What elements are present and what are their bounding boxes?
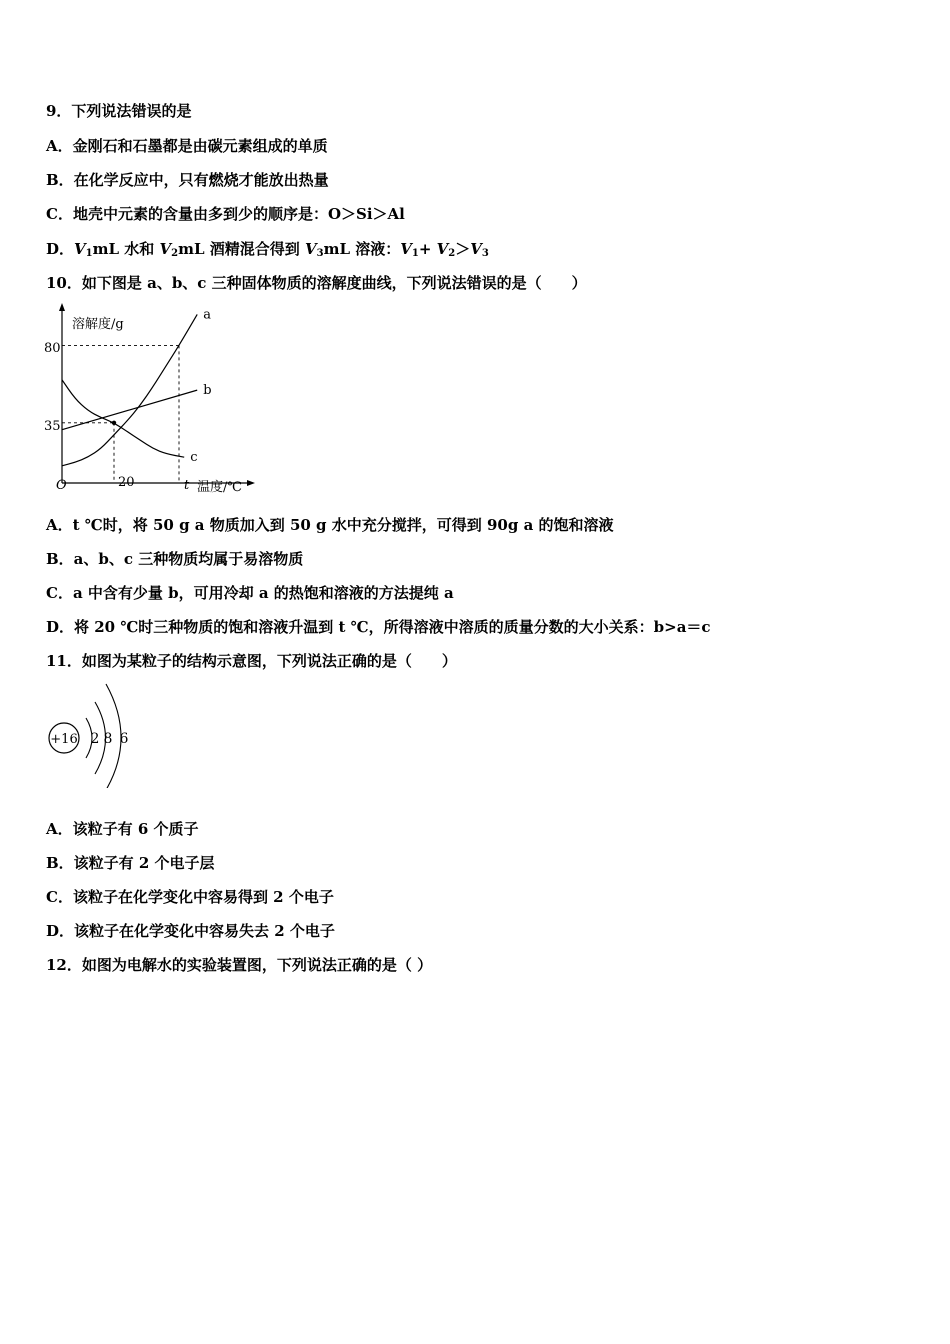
q9-option-a: A．金刚石和石墨都是由碳元素组成的单质 [46,137,328,155]
q9-option-b: B．在化学反应中，只有燃烧才能放出热量 [46,171,329,189]
q9-d-text5: ＞ [455,240,471,258]
q9-d-sub4: 1 [411,248,419,259]
q9-option-d [46,239,489,264]
q9-d-sub3: 3 [316,248,324,259]
curve-label-c: c [190,450,198,466]
curve-a [62,314,197,465]
curve-b [62,390,197,430]
q9-d-v4: V [400,240,412,258]
origin-label: O [56,478,67,493]
q9-option-c: C．地壳中元素的含量由多到少的顺序是：O＞Si＞Al [46,205,405,223]
q9-d-sub2: 2 [171,248,179,259]
curve-c [62,380,184,457]
q11-stem: 11．如图为某粒子的结构示意图，下列说法正确的是（ ） [46,652,457,670]
q9-d-sub1: 1 [85,248,93,259]
q9-d-v5: V [436,240,449,258]
q10-option-a: A．t ℃时，将 50 g a 物质加入到 50 g 水中充分搅拌，可得到 90g a 的饱和溶液 [46,516,614,534]
shell-electrons-1: 2 [90,731,100,747]
q10-stem: 10．如下图是 a、b、c 三种固体物质的溶解度曲线，下列说法错误的是（ ） [46,274,587,292]
y-tick-35: 35 [44,419,61,434]
q9-d-v3: V [304,240,317,258]
solubility-chart [40,300,260,500]
x-tick-t: t [184,478,190,493]
q11-option-d: D．该粒子在化学变化中容易失去 2 个电子 [46,922,335,940]
atom-structure-diagram [40,678,140,788]
q9-d-text1: mL 水和 [92,240,160,258]
x-tick-20: 20 [118,475,135,490]
q9-d-text2: mL 酒精混合得到 [178,240,305,258]
q9-d-prefix: D． [46,240,75,258]
q9-d-sub6: 3 [481,248,489,259]
q9-d-v2: V [159,240,172,258]
curve-label-a: a [203,307,211,323]
curve-label-b: b [203,383,212,399]
q12-stem: 12．如图为电解水的实验装置图，下列说法正确的是（ ） [46,956,433,974]
intersection-point [112,421,116,425]
q11-option-b: B．该粒子有 2 个电子层 [46,854,215,872]
q9-d-v6: V [470,240,482,258]
y-axis-label: 溶解度/g [72,317,124,332]
nucleus-charge: +16 [50,732,78,747]
x-axis-label: 温度/℃ [197,480,242,495]
y-axis-arrow [59,303,65,311]
y-tick-80: 80 [44,341,61,356]
q11-option-c: C．该粒子在化学变化中容易得到 2 个电子 [46,888,334,906]
x-axis-arrow [247,480,255,486]
q9-d-text3: mL 溶液： [323,240,401,258]
q9-d-sub5: 2 [448,248,456,259]
q10-option-d: D．将 20 ℃时三种物质的饱和溶液升温到 t ℃，所得溶液中溶质的质量分数的大小关系：b>a＝c [46,618,711,636]
q11-option-a: A．该粒子有 6 个质子 [46,820,199,838]
q10-option-b: B．a、b、c 三种物质均属于易溶物质 [46,550,304,568]
q9-d-text4: + [418,240,437,258]
shell-electrons-3: 6 [119,731,129,747]
q9-stem: 9．下列说法错误的是 [46,102,192,120]
shell-electrons-2: 8 [103,731,113,747]
q9-d-v1: V [74,240,86,258]
q10-option-c: C．a 中含有少量 b，可用冷却 a 的热饱和溶液的方法提纯 a [46,584,454,602]
